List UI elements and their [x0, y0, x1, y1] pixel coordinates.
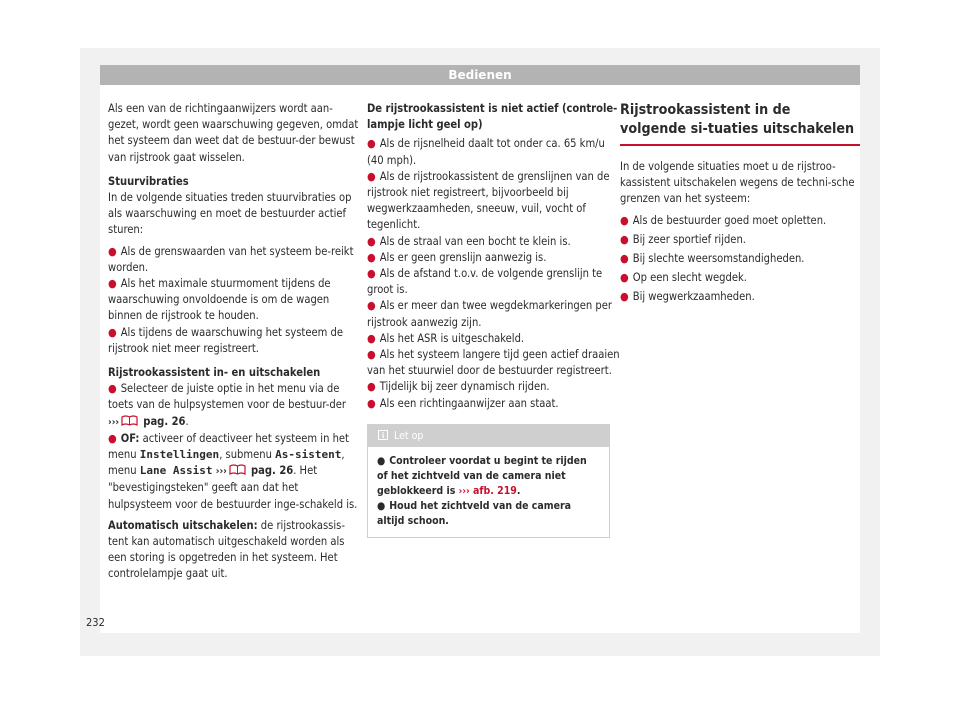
intro-paragraph: In de volgende situaties moet u de rijstroo-kassistent uitschakelen wegens de techni-sche grenzen van het systeem: [620, 160, 855, 206]
reference-arrows: ››› [458, 485, 470, 497]
info-icon [378, 430, 388, 440]
bullet-icon: ● [367, 348, 376, 362]
menu-label-assistent: As-sistent [275, 448, 342, 462]
bullet-icon: ● [367, 299, 376, 313]
bullet-icon: ● [367, 137, 376, 151]
bullet-icon: ● [367, 250, 376, 264]
bullet-icon: ● [620, 290, 629, 304]
list-item: ● Als een richtingaanwijzer aan staat. [367, 396, 559, 410]
bullet-icon: ● [108, 277, 117, 291]
list-item: ● Als de grenswaarden van het systeem be-reikt worden. [108, 244, 354, 274]
list-item: ● Als de rijsnelheid daalt tot onder ca. 65 km/u (40 mph). [367, 137, 605, 167]
bullet-icon: ● [620, 232, 629, 246]
list-item: ● Als de rijstrookassistent de grenslijnen van de rijstrook niet registreert, bijvoorbeeld bij wegwerkzaamheden, sneeuw, vuil, vocht of tegenlicht. [367, 169, 610, 232]
list-item: ● Tijdelijk bij zeer dynamisch rijden. [367, 380, 550, 394]
bullet-icon: ● [367, 234, 376, 248]
list-item: ● Als er meer dan twee wegdekmarkeringen per rijstrook aanwezig zijn. [367, 299, 612, 329]
manual-page [86, 65, 860, 633]
section-header: Bedienen [100, 65, 860, 85]
bullet-icon: ● [377, 454, 386, 467]
page-frame [80, 48, 880, 656]
bullet-icon: ● [108, 325, 117, 339]
bullet-icon: ● [367, 169, 376, 183]
list-item: ● Op een slecht wegdek. [620, 271, 747, 285]
list-item: ● Als er geen grenslijn aanwezig is. [367, 250, 547, 264]
auto-off-paragraph: Automatisch uitschakelen: de rijstrookassis-tent kan automatisch uitgeschakeld worden als een storing is opgetreden in het systeem. Het controlelampje gaat uit. [108, 518, 345, 581]
column-3 [620, 101, 860, 306]
bullet-icon: ● [367, 380, 376, 394]
page-reference-link[interactable]: pag. 26 [143, 414, 186, 428]
bullet-icon: ● [108, 382, 117, 396]
reference-arrows: ››› [215, 466, 227, 478]
column-1 [108, 101, 360, 583]
page-number: 232 [86, 616, 105, 629]
bullet-icon: ● [620, 252, 629, 266]
note-header [368, 425, 609, 447]
list-item: ● Bij slechte weersomstandigheden. [620, 252, 805, 266]
book-icon [121, 415, 138, 426]
list-item: ● OF: activeer of deactiveer het systeem in het menu Instellingen, submenu As-sistent, menu Lane Assist ››› pag. 26. Het "bevestigingsteken" geeft aan dat het hulpsysteem voor de bestuurder inge-schakeld is. [108, 431, 358, 511]
list-item: ● Bij zeer sportief rijden. [620, 232, 746, 246]
book-icon [229, 464, 246, 475]
bullet-icon: ● [367, 267, 376, 281]
figure-reference-link[interactable]: afb. 219 [473, 484, 517, 497]
paragraph-stuurvibraties: In de volgende situaties treden stuurvibraties op als waarschuwing en moet de bestuurder actief sturen: [108, 191, 352, 237]
note-item: ● Controleer voordat u begint te rijden of het zichtveld van de camera niet geblokkeerd is ››› afb. 219. [377, 454, 587, 497]
heading-stuurvibraties: Stuurvibraties [108, 174, 189, 188]
note-body [368, 447, 609, 537]
heading-uitschakelen: Rijstrookassistent in de volgende si-tuaties uitschakelen [620, 101, 860, 146]
column-2 [367, 101, 620, 538]
bullet-icon: ● [620, 213, 629, 227]
note-title: Let op [394, 429, 424, 442]
list-item: ● Bij wegwerkzaamheden. [620, 290, 755, 304]
list-item: ● Als het ASR is uitgeschakeld. [367, 331, 525, 345]
heading-in-uitschakelen: Rijstrookassistent in- en uitschakelen [108, 366, 321, 380]
list-item: ● Als de afstand t.o.v. de volgende grenslijn te groot is. [367, 267, 603, 297]
bullet-icon: ● [108, 431, 117, 445]
note-box [367, 424, 610, 538]
menu-label-lane-assist: Lane Assist [139, 464, 213, 478]
heading-niet-actief: De rijstrookassistent is niet actief (controle-lampje licht geel op) [367, 102, 618, 132]
bullet-icon: ● [377, 499, 386, 512]
list-item: ● Selecteer de juiste optie in het menu via de toets van de hulpsystemen voor de bestuur-der ››› pag. 26. [108, 382, 346, 428]
bullet-icon: ● [367, 331, 376, 345]
note-item: ● Houd het zichtveld van de camera altijd schoon. [377, 499, 572, 527]
bullet-icon: ● [367, 396, 376, 410]
list-item: ● Als het maximale stuurmoment tijdens de waarschuwing onvoldoende is om de wagen binnen de rijstrook te houden. [108, 277, 331, 323]
page-reference-link[interactable]: pag. 26 [251, 464, 294, 478]
bullet-icon: ● [620, 271, 629, 285]
list-item: ● Als de bestuurder goed moet opletten. [620, 213, 827, 227]
list-item: ● Als tijdens de waarschuwing het systeem de rijstrook niet meer registreert. [108, 325, 344, 355]
list-item: ● Als de straal van een bocht te klein is. [367, 234, 571, 248]
reference-arrows: ››› [108, 416, 120, 428]
bullet-icon: ● [108, 244, 117, 258]
menu-label-instellingen: Instellingen [139, 448, 220, 462]
list-item: ● Als het systeem langere tijd geen actief draaien van het stuurwiel door de bestuurder registreert. [367, 348, 620, 378]
intro-paragraph: Als een van de richtingaanwijzers wordt aan-gezet, wordt geen waarschuwing gegeven, omdat het systeem dan weet dat de bestuur-der bewust van rijstrook gaat wisselen. [108, 102, 359, 164]
